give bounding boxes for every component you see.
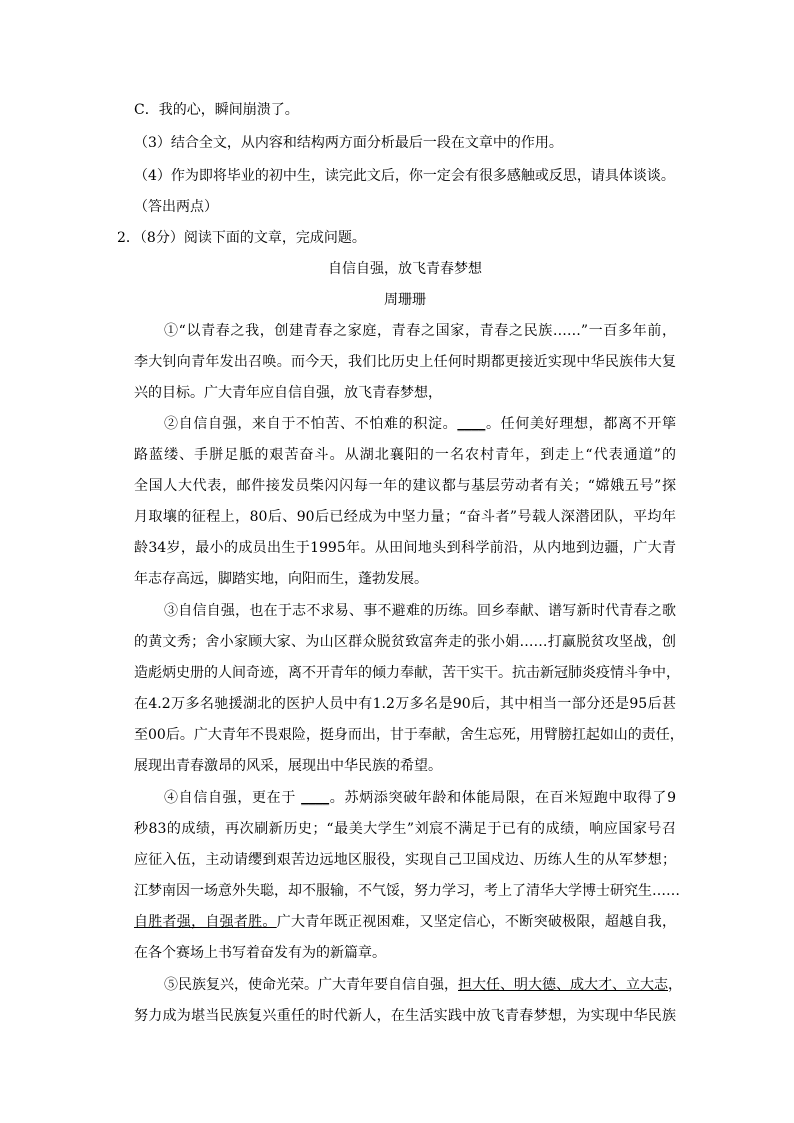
p1-line-1: ①“以青春之我，创建青春之家庭，青春之国家，青春之民族……”一百多年前， bbox=[164, 323, 676, 339]
p2-line-2: 路蓝缕、手胼足胝的艰苦奋斗。从湖北襄阳的一名农村青年，到走上“代表通道”的 bbox=[134, 447, 676, 463]
p1-line-3: 兴的目标。广大青年应自信自强，放飞青春梦想， bbox=[134, 385, 442, 401]
p3-line-6: 展现出青春激昂的风采，展现出中华民族的希望。 bbox=[134, 758, 442, 774]
option-c: C．我的心，瞬间崩溃了。 bbox=[134, 102, 299, 118]
article-title: 自信自强，放飞青春梦想 bbox=[328, 261, 482, 277]
question-2-header: 2．（8分）阅读下面的文章，完成问题。 bbox=[117, 230, 366, 246]
p2-line-4: 月取壤的征程上，80后、90后已经成为中坚力量；“奋斗者”号载人深潜团队，平均年 bbox=[134, 509, 676, 525]
p2-blank: ____ bbox=[457, 416, 486, 432]
p4-line-4: 江梦南因一场意外失聪，却不服输，不气馁，努力学习，考上了清华大学博士研究生…… bbox=[134, 883, 680, 899]
p3-line-2: 的黄文秀；舍小家顾大家、为山区群众脱贫致富奔走的张小娟……打赢脱贫攻坚战，创 bbox=[134, 634, 676, 650]
p2-line-1: ②自信自强，来自于不怕苦、不怕难的积淀。____。任何美好理想，都离不开筚 bbox=[164, 416, 677, 432]
p2-line-3: 全国人大代表，邮件接发员柴闪闪每一年的建议都与基层劳动者有关；“嫦娥五号”探 bbox=[134, 478, 676, 494]
p4-blank: ____ bbox=[301, 790, 330, 806]
p2-line-5: 龄34岁，最小的成员出生于1995年。从田间地头到科学前沿，从内地到边疆，广大青 bbox=[134, 540, 676, 556]
p3-line-5: 至00后。广大青年不畏艰险，挺身而出，甘于奉献，舍生忘死，用臂膀扛起如山的责任， bbox=[134, 727, 684, 743]
p4-line-5: 自胜者强，自强者胜。广大青年既正视困难，又坚定信心，不断突破极限，超越自我， bbox=[134, 914, 676, 930]
p1-line-2: 李大钊向青年发出召唤。而今天，我们比历史上任何时期都更接近实现中华民族伟大复 bbox=[134, 354, 676, 370]
p4-line-1: ④自信自强，更在于 ____。苏炳添突破年龄和体能局限，在百米短跑中取得了9 bbox=[164, 790, 676, 806]
p3-line-4: 在4.2万多名驰援湖北的医护人员中有1.2万多名是90后，其中相当一部分还是95后甚 bbox=[134, 696, 676, 712]
p5-line-1: ⑤民族复兴，使命光荣。广大青年要自信自强，担大任、明大德、成大才、立大志， bbox=[164, 977, 682, 993]
p4-line-2: 秒83的成绩，再次刷新历史；“最美大学生”刘宸不满足于已有的成绩，响应国家号召 bbox=[134, 821, 676, 837]
p4-underlined-phrase: 自胜者强，自强者胜。 bbox=[134, 914, 277, 930]
question-4-line-1: （4）作为即将毕业的初中生，读完此文后，你一定会有很多感触或反思，请具体谈谈。 bbox=[134, 168, 675, 184]
p4-line-6: 在各个赛场上书写着奋发有为的新篇章。 bbox=[134, 945, 386, 961]
p3-line-3: 造彪炳史册的人间奇迹，离不开青年的倾力奉献，苦干实干。抗击新冠肺炎疫情斗争中， bbox=[134, 665, 680, 681]
p5-line-2: 努力成为堪当民族复兴重任的时代新人，在生活实践中放飞青春梦想，为实现中华民族 bbox=[134, 1008, 676, 1024]
question-4-line-2: （答出两点） bbox=[134, 199, 218, 215]
question-3: （3）结合全文，从内容和结构两方面分析最后一段在文章中的作用。 bbox=[134, 135, 563, 151]
p3-line-1: ③自信自强，也在于志不求易、事不避难的历练。回乡奉献、谱写新时代青春之歌 bbox=[164, 603, 676, 619]
p2-line-6: 年志存高远，脚踏实地，向阳而生，蓬勃发展。 bbox=[134, 571, 428, 587]
article-author: 周珊珊 bbox=[384, 292, 426, 308]
p4-line-3: 应征入伍，主动请缨到艰苦边远地区服役，实现自己卫国戍边、历练人生的从军梦想； bbox=[134, 852, 676, 868]
p5-underlined-phrase: 担大任、明大德、成大才、立大志 bbox=[458, 977, 668, 993]
